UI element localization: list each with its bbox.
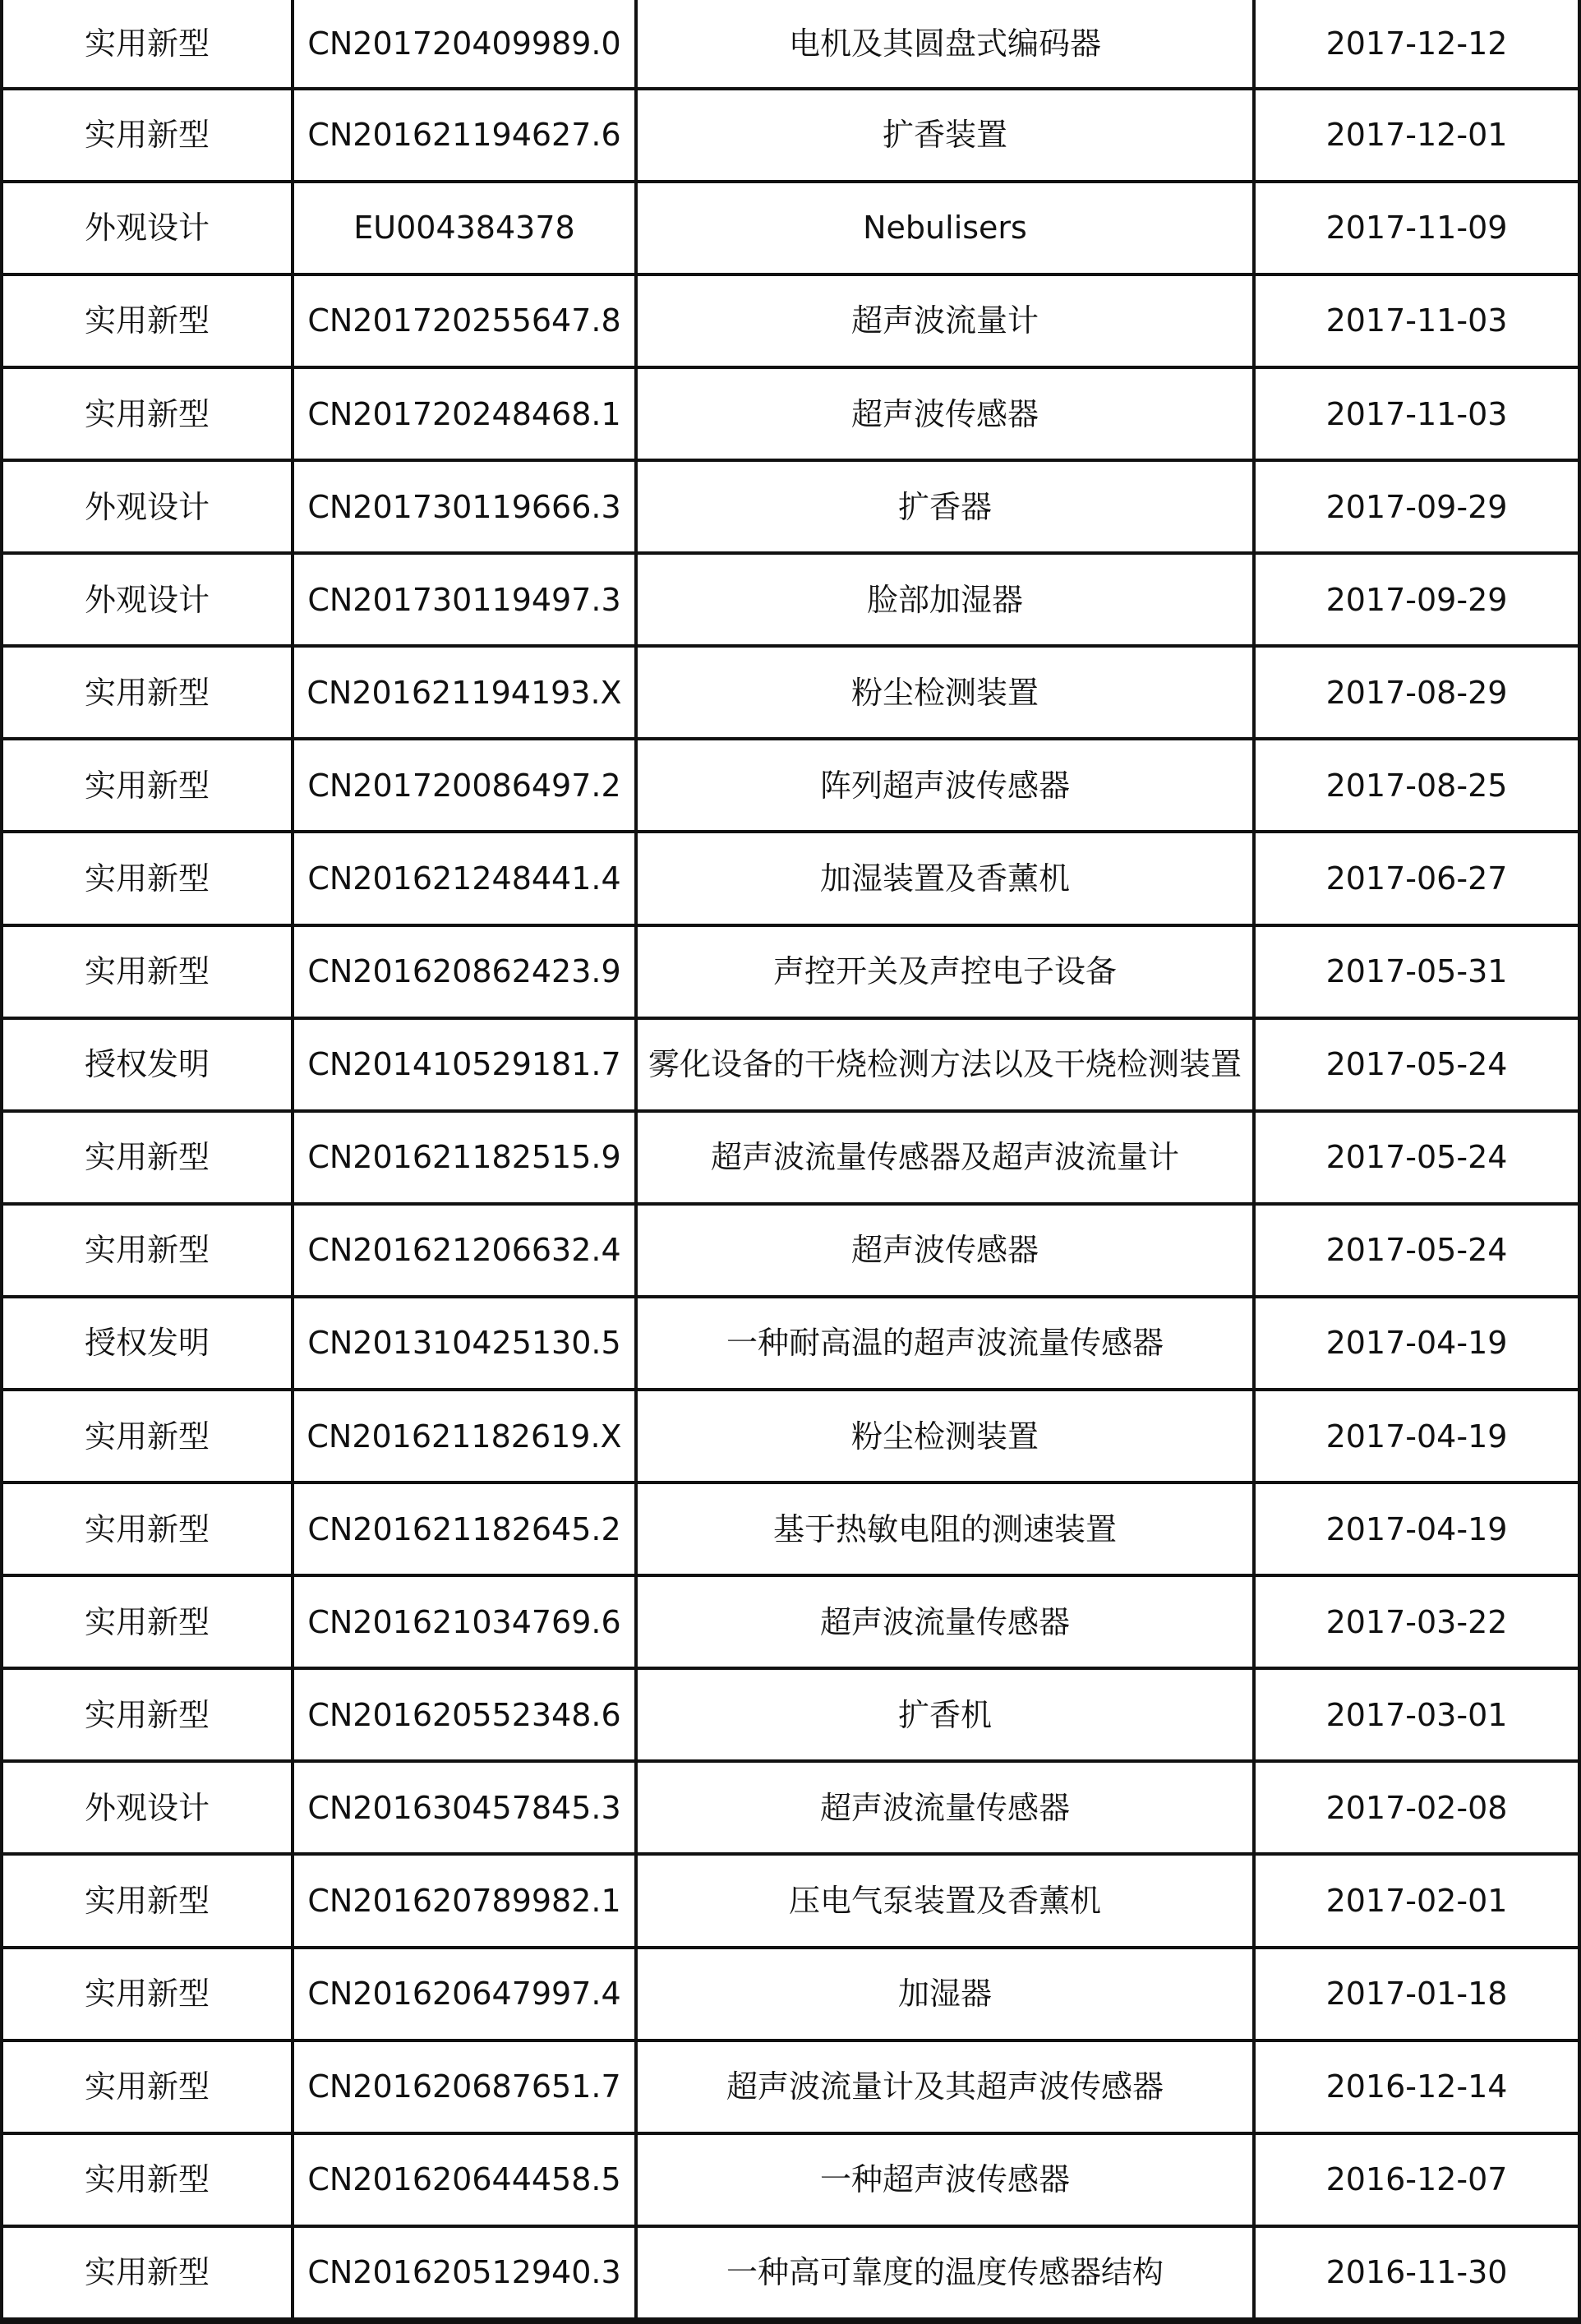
patent-number-cell: CN201621248441.4 <box>293 832 636 925</box>
table-row <box>3 1482 1578 1575</box>
patent-name-cell: 一种高可靠度的温度传感器结构 <box>636 2226 1254 2319</box>
patent-type-cell: 实用新型 <box>3 646 293 739</box>
patent-number-cell: CN201621182645.2 <box>293 1482 636 1575</box>
patent-name-cell: 超声波流量传感器 <box>636 1761 1254 1854</box>
patent-number-cell: CN201730119666.3 <box>293 460 636 553</box>
patent-name-cell: 一种耐高温的超声波流量传感器 <box>636 1297 1254 1390</box>
patent-name-cell: 扩香机 <box>636 1668 1254 1761</box>
patent-type-cell: 实用新型 <box>3 1390 293 1482</box>
table-row <box>3 1575 1578 1668</box>
patent-type-cell: 实用新型 <box>3 1668 293 1761</box>
patent-name-cell: 扩香器 <box>636 460 1254 553</box>
table-row <box>3 1018 1578 1111</box>
table-row <box>3 2226 1578 2319</box>
table-row <box>3 832 1578 925</box>
table-row <box>3 925 1578 1018</box>
patent-type-cell: 实用新型 <box>3 1111 293 1204</box>
table-row <box>3 646 1578 739</box>
patent-number-cell: CN201720086497.2 <box>293 739 636 832</box>
patent-type-cell: 外观设计 <box>3 553 293 646</box>
grant-date-cell: 2017-02-01 <box>1254 1854 1578 1947</box>
grant-date-cell: 2017-06-27 <box>1254 832 1578 925</box>
patent-number-cell: CN201410529181.7 <box>293 1018 636 1111</box>
patent-number-cell: CN201620862423.9 <box>293 925 636 1018</box>
patent-number-cell: CN201621182619.X <box>293 1390 636 1482</box>
table-row <box>3 1111 1578 1204</box>
patent-number-cell: CN201621194627.6 <box>293 89 636 182</box>
patent-type-cell: 实用新型 <box>3 89 293 182</box>
patent-type-cell: 实用新型 <box>3 2040 293 2133</box>
patent-number-cell: CN201630457845.3 <box>293 1761 636 1854</box>
patent-type-cell: 实用新型 <box>3 832 293 925</box>
grant-date-cell: 2017-08-29 <box>1254 646 1578 739</box>
grant-date-cell: 2017-01-18 <box>1254 1948 1578 2040</box>
patent-number-cell: CN201720248468.1 <box>293 367 636 460</box>
grant-date-cell: 2017-11-03 <box>1254 367 1578 460</box>
patent-name-cell: 一种超声波传感器 <box>636 2133 1254 2226</box>
table-row <box>3 1668 1578 1761</box>
patent-type-cell: 实用新型 <box>3 274 293 367</box>
patent-type-cell: 实用新型 <box>3 1948 293 2040</box>
patent-name-cell: Nebulisers <box>636 182 1254 274</box>
grant-date-cell: 2016-12-14 <box>1254 2040 1578 2133</box>
grant-date-cell: 2017-05-24 <box>1254 1111 1578 1204</box>
patent-name-cell: 压电气泵装置及香薰机 <box>636 1854 1254 1947</box>
table-row <box>3 2040 1578 2133</box>
grant-date-cell: 2017-02-08 <box>1254 1761 1578 1854</box>
patent-type-cell: 授权发明 <box>3 1018 293 1111</box>
patent-number-cell: CN201310425130.5 <box>293 1297 636 1390</box>
patent-name-cell: 超声波流量传感器及超声波流量计 <box>636 1111 1254 1204</box>
table-row <box>3 89 1578 182</box>
grant-date-cell: 2017-09-29 <box>1254 460 1578 553</box>
patent-type-cell: 实用新型 <box>3 739 293 832</box>
patent-type-cell: 外观设计 <box>3 460 293 553</box>
patent-number-cell: EU004384378 <box>293 182 636 274</box>
patent-number-cell: CN201621034769.6 <box>293 1575 636 1668</box>
grant-date-cell: 2017-09-29 <box>1254 553 1578 646</box>
grant-date-cell: 2017-03-22 <box>1254 1575 1578 1668</box>
grant-date-cell: 2017-05-24 <box>1254 1204 1578 1297</box>
patent-number-cell: CN201720409989.0 <box>293 0 636 89</box>
table-row <box>3 1390 1578 1482</box>
table-row <box>3 1854 1578 1947</box>
table-row <box>3 1297 1578 1390</box>
patent-type-cell: 实用新型 <box>3 2226 293 2319</box>
patent-number-cell: CN201621194193.X <box>293 646 636 739</box>
patent-type-cell: 实用新型 <box>3 1204 293 1297</box>
patent-name-cell: 超声波传感器 <box>636 1204 1254 1297</box>
table-row <box>3 460 1578 553</box>
grant-date-cell: 2016-12-07 <box>1254 2133 1578 2226</box>
table-row <box>3 1948 1578 2040</box>
table-row <box>3 274 1578 367</box>
patent-name-cell: 声控开关及声控电子设备 <box>636 925 1254 1018</box>
patent-type-cell: 实用新型 <box>3 0 293 89</box>
patent-name-cell: 阵列超声波传感器 <box>636 739 1254 832</box>
patent-type-cell: 实用新型 <box>3 1854 293 1947</box>
patent-type-cell: 授权发明 <box>3 1297 293 1390</box>
patent-name-cell: 超声波传感器 <box>636 367 1254 460</box>
grant-date-cell: 2017-04-19 <box>1254 1390 1578 1482</box>
patent-number-cell: CN201621206632.4 <box>293 1204 636 1297</box>
patent-number-cell: CN201620647997.4 <box>293 1948 636 2040</box>
grant-date-cell: 2017-05-31 <box>1254 925 1578 1018</box>
patent-type-cell: 实用新型 <box>3 2133 293 2226</box>
table-row <box>3 0 1578 89</box>
table-row <box>3 367 1578 460</box>
patent-number-cell: CN201730119497.3 <box>293 553 636 646</box>
patent-name-cell: 加湿装置及香薰机 <box>636 832 1254 925</box>
table-row <box>3 1204 1578 1297</box>
patent-name-cell: 脸部加湿器 <box>636 553 1254 646</box>
patent-type-cell: 实用新型 <box>3 1482 293 1575</box>
table-row <box>3 182 1578 274</box>
table-row <box>3 553 1578 646</box>
patent-number-cell: CN201620687651.7 <box>293 2040 636 2133</box>
grant-date-cell: 2017-11-09 <box>1254 182 1578 274</box>
patent-name-cell: 加湿器 <box>636 1948 1254 2040</box>
patent-type-cell: 外观设计 <box>3 182 293 274</box>
grant-date-cell: 2017-05-24 <box>1254 1018 1578 1111</box>
patent-name-cell: 超声波流量传感器 <box>636 1575 1254 1668</box>
patent-number-cell: CN201620552348.6 <box>293 1668 636 1761</box>
table-row <box>3 1761 1578 1854</box>
grant-date-cell: 2017-11-03 <box>1254 274 1578 367</box>
table-row <box>3 739 1578 832</box>
patent-name-cell: 电机及其圆盘式编码器 <box>636 0 1254 89</box>
patent-table <box>3 0 1578 2321</box>
patent-name-cell: 粉尘检测装置 <box>636 1390 1254 1482</box>
patent-name-cell: 超声波流量计及其超声波传感器 <box>636 2040 1254 2133</box>
patent-name-cell: 扩香装置 <box>636 89 1254 182</box>
patent-type-cell: 外观设计 <box>3 1761 293 1854</box>
patent-type-cell: 实用新型 <box>3 925 293 1018</box>
patent-number-cell: CN201620644458.5 <box>293 2133 636 2226</box>
patent-number-cell: CN201621182515.9 <box>293 1111 636 1204</box>
patent-type-cell: 实用新型 <box>3 1575 293 1668</box>
patent-number-cell: CN201720255647.8 <box>293 274 636 367</box>
grant-date-cell: 2017-03-01 <box>1254 1668 1578 1761</box>
patent-type-cell: 实用新型 <box>3 367 293 460</box>
grant-date-cell: 2017-04-19 <box>1254 1482 1578 1575</box>
grant-date-cell: 2017-04-19 <box>1254 1297 1578 1390</box>
patent-name-cell: 粉尘检测装置 <box>636 646 1254 739</box>
table-row <box>3 2133 1578 2226</box>
patent-table-body <box>3 0 1578 2319</box>
patent-name-cell: 超声波流量计 <box>636 274 1254 367</box>
grant-date-cell: 2016-11-30 <box>1254 2226 1578 2319</box>
grant-date-cell: 2017-12-01 <box>1254 89 1578 182</box>
patent-number-cell: CN201620789982.1 <box>293 1854 636 1947</box>
patent-number-cell: CN201620512940.3 <box>293 2226 636 2319</box>
patent-name-cell: 雾化设备的干烧检测方法以及干烧检测装置 <box>636 1018 1254 1111</box>
patent-name-cell: 基于热敏电阻的测速装置 <box>636 1482 1254 1575</box>
grant-date-cell: 2017-12-12 <box>1254 0 1578 89</box>
grant-date-cell: 2017-08-25 <box>1254 739 1578 832</box>
